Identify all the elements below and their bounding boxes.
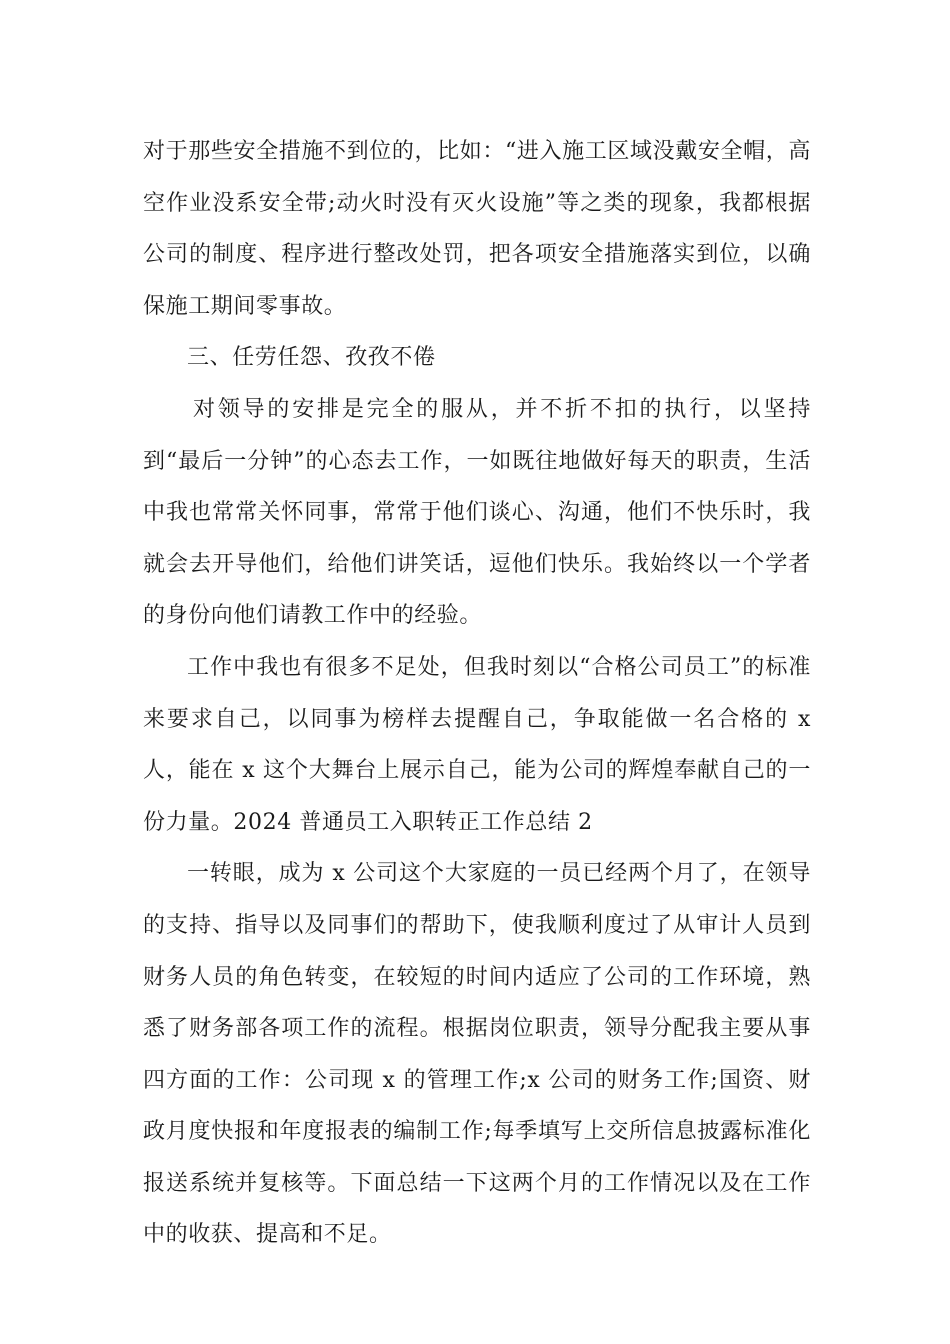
paragraph-shortcomings: 工作中我也有很多不足处，但我时刻以“合格公司员工”的标准来要求自己，以同事为榜样去提醒自己，争取能做一名合格的 x 人，能在 x 这个大舞台上展示自己，能为公司的辉煌奉献自己的一份力量。2024 普通员工入职转正工作总结 2 <box>143 654 811 835</box>
paragraph-obey-leadership: 对领导的安排是完全的服从，并不折不扣的执行，以坚持到“最后一分钟”的心态去工作，一如既往地做好每天的职责，生活中我也常常关怀同事，常常于他们谈心、沟通，他们不快乐时，我就会去开导他们，给他们讲笑话，逗他们快乐。我始终以一个学者的身份向他们请教工作中的经验。 <box>143 396 811 629</box>
document-body <box>143 126 811 1261</box>
paragraph-safety-measures: 对于那些安全措施不到位的，比如：“进入施工区域没戴安全帽，高空作业没系安全带;动火时没有灭火设施”等之类的现象，我都根据公司的制度、程序进行整改处罚，把各项安全措施落实到位，以确保施工期间零事故。 <box>143 139 811 319</box>
paragraph-two-months-summary: 一转眼，成为 x 公司这个大家庭的一员已经两个月了，在领导的支持、指导以及同事们的帮助下，使我顺利度过了从审计人员到财务人员的角色转变，在较短的时间内适应了公司的工作环境，熟悉了财务部各项工作的流程。根据岗位职责，领导分配我主要从事四方面的工作：公司现 x 的管理工作;x 公司的财务工作;国资、财政月度快报和年度报表的编制工作;每季填写上交所信息披露标准化报送系统并复核等。下面总结一下这两个月的工作情况以及在工作中的收获、提高和不足。 <box>143 861 811 1248</box>
section-heading-3: 三、任劳任怨、孜孜不倦 <box>187 345 436 371</box>
